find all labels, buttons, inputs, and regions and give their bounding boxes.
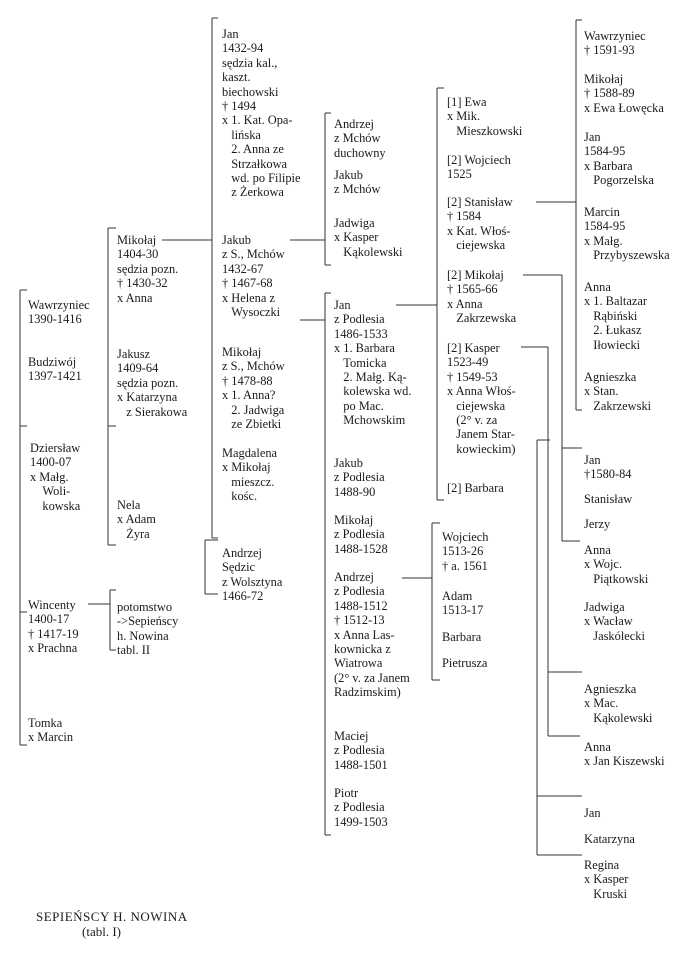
person-line: † 1588-89 <box>584 86 635 101</box>
person-line: Katarzyna <box>584 832 635 846</box>
person-line: Dziersław <box>30 441 81 455</box>
person-andrzej-podlesia <box>334 570 410 700</box>
person-line: [2] Mikołaj <box>447 268 504 282</box>
person-line: Piątkowski <box>584 571 649 586</box>
person-line: lińska <box>222 127 261 142</box>
person-line: Wysoczki <box>222 305 281 320</box>
person-line: 1525 <box>447 167 472 182</box>
person-andrzej-mchow <box>334 117 386 160</box>
person-line: Wawrzyniec <box>584 29 646 43</box>
person-line: 1523-49 <box>447 355 489 370</box>
person-line: Jakusz <box>117 347 151 361</box>
person-line: [2] Wojciech <box>447 153 511 167</box>
person-line: Przybyszewska <box>584 248 670 263</box>
person-line: x Małg. <box>30 469 69 484</box>
person-line: † 1430-32 <box>117 276 168 291</box>
person-line: 1400-07 <box>30 455 72 470</box>
person-tomka <box>28 716 73 745</box>
person-wawrzyniec2 <box>584 29 646 58</box>
person-line: † 1512-13 <box>334 613 385 628</box>
person-line: Iłowiecki <box>584 337 641 352</box>
person-line: x Mac. <box>584 696 619 711</box>
person-line: [2] Stanisław <box>447 195 513 209</box>
person-line: 2. Łukasz <box>584 323 642 338</box>
person-line: x Mikołaj <box>222 460 271 475</box>
person-line: z Podlesia <box>334 312 385 327</box>
person-line: (2° v. za Janem <box>334 670 410 685</box>
person-line: x Wojc. <box>584 557 623 572</box>
person-line: sędzia pozn. <box>117 261 179 276</box>
person-line: † 1478-88 <box>222 373 273 388</box>
person-line: 1486-1533 <box>334 326 388 341</box>
person-line: 1488-1501 <box>334 757 388 772</box>
person-line: † 1591-93 <box>584 43 635 58</box>
person-line: Jakub <box>222 233 251 247</box>
person-piotr <box>334 786 388 829</box>
person-line: † 1584 <box>447 209 482 224</box>
person-line: x Wacław <box>584 614 633 629</box>
person-line: 2. Jadwiga <box>222 402 285 417</box>
person-line: (2° v. za <box>447 413 498 428</box>
person-wincenty <box>28 598 79 656</box>
person-line: Mieszkowski <box>447 123 523 138</box>
person-line: 1488-1512 <box>334 598 388 613</box>
person-line: Magdalena <box>222 446 278 460</box>
person-line: 1390-1416 <box>28 312 82 327</box>
person-jan1 <box>222 27 300 200</box>
person-line: Kruski <box>584 886 628 901</box>
person-line: ciejewska <box>447 238 506 253</box>
person-line: x Katarzyna <box>117 390 178 405</box>
person-line: Woli- <box>30 484 71 499</box>
person-pietrusza <box>442 656 487 670</box>
person-line: x Helena z <box>222 290 275 305</box>
person-stanislaw1 <box>447 195 513 253</box>
person-line: Jakub <box>334 168 363 182</box>
person-line: z Podlesia <box>334 527 385 542</box>
person-barbara2 <box>442 630 481 644</box>
person-line: kaszt. <box>222 70 251 85</box>
person-jakusz <box>117 347 187 419</box>
person-line: ze Zbietki <box>222 417 282 432</box>
person-line: 1432-94 <box>222 41 264 56</box>
person-line: z Sierakowa <box>117 404 188 419</box>
person-line: Andrzej <box>334 570 374 584</box>
person-line: x Stan. <box>584 384 619 399</box>
person-line: 1513-17 <box>442 603 484 618</box>
person-line: Wawrzyniec <box>28 298 90 312</box>
person-line: Tomka <box>28 716 63 730</box>
person-budziwoj <box>28 355 82 384</box>
person-line: x Jan Kiszewski <box>584 754 665 769</box>
person-line: x Anna <box>447 296 483 311</box>
person-line: sędzia kal., <box>222 55 278 70</box>
caption-title: SEPIEŃSCY H. NOWINA <box>36 909 188 924</box>
person-line: z Podlesia <box>334 470 385 485</box>
person-jan5 <box>584 806 601 820</box>
person-line: Regina <box>584 858 620 872</box>
person-line: Mikołaj <box>117 233 157 247</box>
person-line: z Podlesia <box>334 743 385 758</box>
person-wojciech2 <box>442 530 488 573</box>
person-line: x 1. Baltazar <box>584 294 647 309</box>
person-line: Adam <box>442 589 473 603</box>
person-stanislaw2 <box>584 492 632 506</box>
person-line: Piotr <box>334 786 359 800</box>
person-line: Anna <box>584 740 611 754</box>
person-line: z Podlesia <box>334 584 385 599</box>
person-line: 1488-90 <box>334 484 376 499</box>
person-agnieszka2 <box>584 682 652 725</box>
person-andrzej-sedzic <box>222 546 282 604</box>
person-line: kośc. <box>222 489 258 504</box>
person-line: tabl. II <box>117 643 151 658</box>
person-line: Jan <box>584 130 601 144</box>
person-line: 1584-95 <box>584 144 626 159</box>
person-line: Jaskólecki <box>584 628 645 643</box>
person-line: 1466-72 <box>222 589 264 604</box>
person-line: Anna <box>584 543 611 557</box>
person-line: x Kat. Włoś- <box>447 223 511 238</box>
person-line: potomstwo <box>117 600 173 614</box>
person-line: Jadwiga <box>334 216 375 230</box>
person-line: † 1467-68 <box>222 276 273 291</box>
person-line: Jan <box>222 27 239 41</box>
person-line: x 1. Barbara <box>334 341 395 356</box>
person-line: Radzimskim) <box>334 685 401 700</box>
person-line: Budziwój <box>28 355 77 369</box>
person-line: z Żerkowa <box>222 185 284 200</box>
person-adam <box>442 589 483 618</box>
person-dzierslaw <box>30 441 80 513</box>
caption-subtitle: (tabl. I) <box>82 924 121 939</box>
person-line: 1499-1503 <box>334 814 388 829</box>
person-line: † 1549-53 <box>447 369 498 384</box>
person-marcin <box>584 205 670 263</box>
person-anna1 <box>584 280 647 352</box>
person-line: [2] Barbara <box>447 481 504 495</box>
person-line: kolewska wd. <box>334 384 412 399</box>
person-line: x Mik. <box>447 109 481 124</box>
person-mikolaj4 <box>584 72 664 115</box>
person-line: Agnieszka <box>584 682 637 696</box>
person-line: 2. Małg. Ką- <box>334 370 407 385</box>
person-line: Marcin <box>584 205 620 219</box>
person-kasper <box>447 341 516 456</box>
person-line: kownicka z <box>334 642 391 657</box>
person-line: Kąkolewski <box>334 244 403 259</box>
person-maciej <box>334 729 388 772</box>
person-line: 1584-95 <box>584 219 626 234</box>
person-line: Mikołaj <box>334 513 374 527</box>
person-line: Strzałkowa <box>222 156 288 171</box>
person-mikolaj3 <box>447 268 516 326</box>
person-line: 1409-64 <box>117 361 159 376</box>
person-line: x Kasper <box>584 872 629 887</box>
person-line: Wiatrowa <box>334 656 383 671</box>
person-line: z Mchów <box>334 182 381 197</box>
person-line: x Anna <box>117 290 153 305</box>
person-line: Sędzic <box>222 560 256 575</box>
person-line: z S., Mchów <box>222 247 285 262</box>
person-line: Jan <box>334 298 351 312</box>
person-line: Barbara <box>442 630 482 644</box>
person-potomstwo <box>117 600 178 658</box>
person-line: Andrzej <box>222 546 262 560</box>
person-line: x Prachna <box>28 641 78 656</box>
person-line: z Wolsztyna <box>222 574 283 589</box>
person-line: x Anna Włoś- <box>447 384 516 399</box>
person-jadwiga2 <box>584 600 645 643</box>
person-line: Nela <box>117 498 141 512</box>
person-line: kowska <box>30 498 81 513</box>
person-line: Żyra <box>117 526 150 541</box>
person-jakub-podlesia <box>334 456 385 499</box>
person-line: 1488-1528 <box>334 541 388 556</box>
person-line: Mchowskim <box>334 413 406 428</box>
person-line: Janem Star- <box>447 427 515 442</box>
person-line: x Marcin <box>28 730 74 745</box>
person-line: † 1494 <box>222 99 257 114</box>
person-line: z S., Mchów <box>222 359 285 374</box>
person-line: Jan <box>584 806 601 820</box>
person-regina <box>584 858 628 901</box>
table-caption <box>36 909 188 939</box>
person-barbara1 <box>447 481 504 495</box>
person-jadwiga1 <box>334 216 402 259</box>
person-line: x 1. Kat. Opa- <box>222 113 293 128</box>
person-line: z Podlesia <box>334 800 385 815</box>
person-line: po Mac. <box>334 398 384 413</box>
person-mikolaj1 <box>117 233 178 305</box>
person-anna3 <box>584 740 665 769</box>
person-line: wd. po Filipie <box>222 171 301 186</box>
person-line: †1580-84 <box>584 467 632 482</box>
person-line: x Małg. <box>584 233 623 248</box>
person-line: 1432-67 <box>222 261 264 276</box>
person-line: [1] Ewa <box>447 95 487 109</box>
person-line: Zakrzewski <box>584 398 652 413</box>
person-line: Stanisław <box>584 492 633 506</box>
person-line: † 1565-66 <box>447 282 498 297</box>
person-line: Pogorzelska <box>584 173 654 188</box>
person-line: Andrzej <box>334 117 374 131</box>
person-line: † a. 1561 <box>442 558 488 573</box>
person-mikolaj2 <box>222 345 285 431</box>
person-jan4 <box>584 453 632 482</box>
person-line: 1513-26 <box>442 544 484 559</box>
person-jakub1 <box>222 233 285 319</box>
person-line: mieszcz. <box>222 474 275 489</box>
person-jakub-mchow <box>334 168 380 197</box>
person-line: x Kasper <box>334 230 379 245</box>
person-line: x Barbara <box>584 158 633 173</box>
person-line: [2] Kasper <box>447 341 500 355</box>
person-line: duchowny <box>334 145 386 160</box>
person-line: Jan <box>584 453 601 467</box>
person-nela <box>117 498 156 541</box>
person-line: x 1. Anna? <box>222 388 276 403</box>
person-line: 1404-30 <box>117 247 159 262</box>
person-line: Pietrusza <box>442 656 488 670</box>
person-line: Anna <box>584 280 611 294</box>
person-anna2 <box>584 543 648 586</box>
person-line: sędzia pozn. <box>117 375 179 390</box>
person-line: Mikołaj <box>222 345 262 359</box>
person-line: Wincenty <box>28 598 76 612</box>
person-line: Mikołaj <box>584 72 624 86</box>
person-line: biechowski <box>222 84 279 99</box>
person-jan-podlesia <box>334 298 411 428</box>
person-line: z Mchów <box>334 131 381 146</box>
person-line: Wojciech <box>442 530 489 544</box>
person-line: Agnieszka <box>584 370 637 384</box>
person-line: Maciej <box>334 729 369 743</box>
person-line: x Ewa Łowęcka <box>584 100 664 115</box>
person-line: ->Sepieńscy <box>117 614 179 629</box>
person-wojciech1 <box>447 153 511 182</box>
person-line: x Anna Las- <box>334 627 395 642</box>
person-wawrzyniec1 <box>28 298 90 327</box>
person-ewa <box>447 95 522 138</box>
person-line: h. Nowina <box>117 628 169 643</box>
person-line: Tomicka <box>334 355 387 370</box>
person-line: Rąbiński <box>584 308 638 323</box>
person-jan3 <box>584 130 654 188</box>
person-line: † 1417-19 <box>28 626 79 641</box>
person-mikolaj-podlesia <box>334 513 388 556</box>
person-line: x Adam <box>117 512 156 527</box>
person-agnieszka1 <box>584 370 651 413</box>
person-line: Jerzy <box>584 517 611 531</box>
person-line: Kąkolewski <box>584 710 653 725</box>
person-line: Jadwiga <box>584 600 625 614</box>
person-katarzyna <box>584 832 635 846</box>
person-jerzy <box>584 517 610 531</box>
person-line: 2. Anna ze <box>222 142 284 157</box>
person-line: kowieckim) <box>447 441 516 456</box>
person-line: Zakrzewska <box>447 311 517 326</box>
person-line: 1400-17 <box>28 612 70 627</box>
person-line: Jakub <box>334 456 363 470</box>
person-line: 1397-1421 <box>28 369 82 384</box>
person-line: ciejewska <box>447 398 506 413</box>
person-magdalena <box>222 446 277 504</box>
